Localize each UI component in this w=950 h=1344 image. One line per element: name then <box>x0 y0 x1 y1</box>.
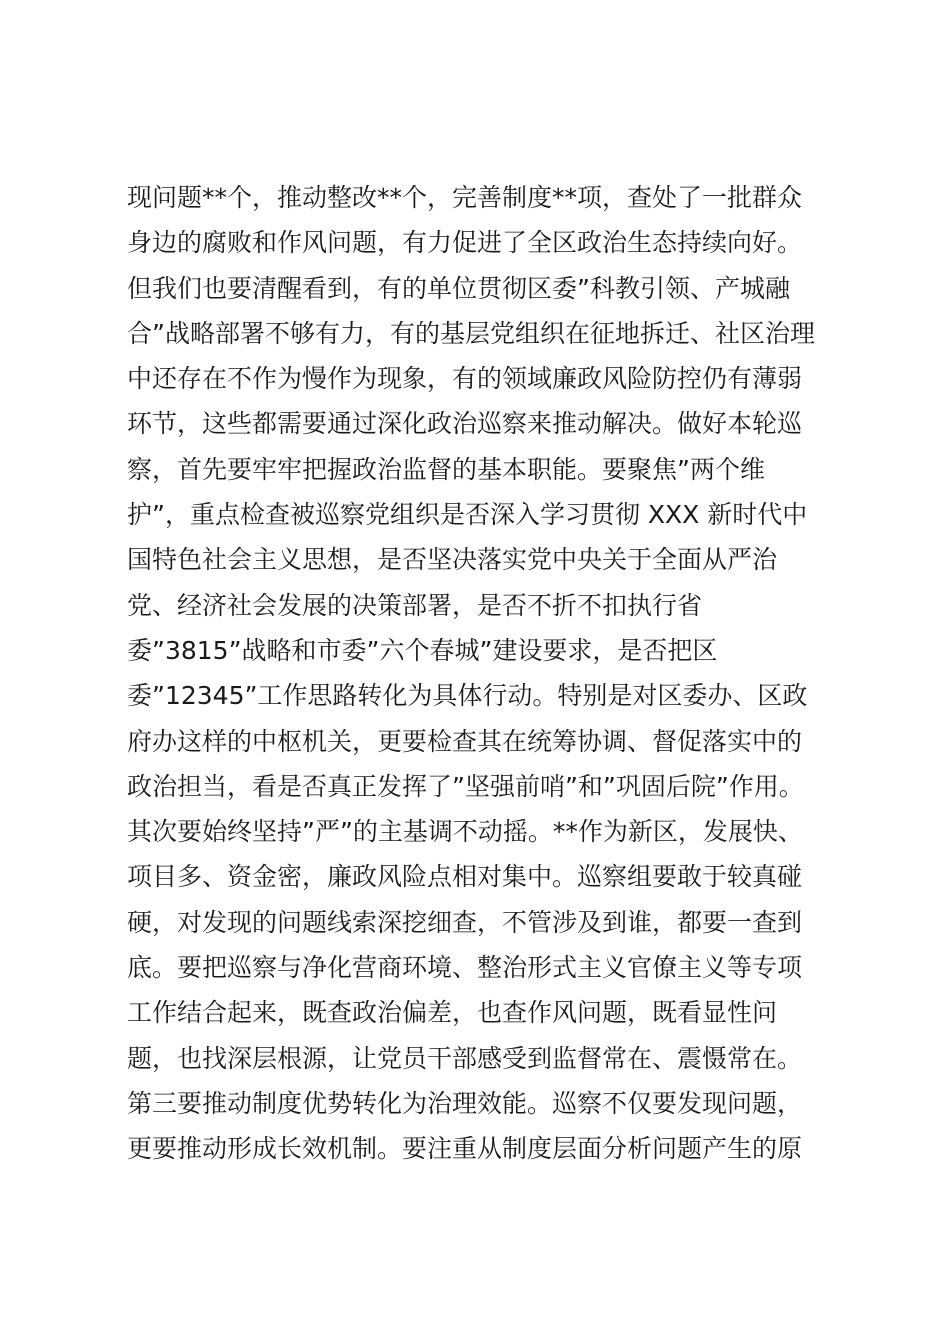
text-line: 党、经济社会发展的决策部署，是否不折不扣执行省 <box>127 590 703 620</box>
body-text <box>127 175 847 1172</box>
text-line: 底。要把巡察与净化营商环境、整治形式主义官僚主义等专项 <box>127 953 803 983</box>
text-line: 第三要推动制度优势转化为治理效能。巡察不仅要发现问题， <box>127 1088 803 1118</box>
text-line: 工作结合起来，既查政治偏差，也查作风问题，既看显性问 <box>127 998 778 1028</box>
text-line: 更要推动形成长效机制。要注重从制度层面分析问题产生的原 <box>127 1134 803 1164</box>
text-line: 府办这样的中枢机关，更要检查其在统筹协调、督促落实中的 <box>127 726 803 756</box>
text-line: 合”战略部署不够有力，有的基层党组织在征地拆迁、社区治理 <box>127 318 815 348</box>
text-line: 硬，对发现的问题线索深挖细查，不管涉及到谁，都要一查到 <box>127 907 803 937</box>
text-line: 其次要始终坚持”严”的主基调不动摇。**作为新区，发展快、 <box>127 817 803 847</box>
text-line: 题，也找深层根源，让党员干部感受到监督常在、震慑常在。 <box>127 1043 803 1073</box>
text-line: 身边的腐败和作风问题，有力促进了全区政治生态持续向好。 <box>127 228 803 258</box>
text-line: 项目多、资金密，廉政风险点相对集中。巡察组要敢于较真碰 <box>127 862 803 892</box>
text-line: 察，首先要牢牢把握政治监督的基本职能。要聚焦”两个维 <box>127 454 765 484</box>
text-line: 国特色社会主义思想，是否坚决落实党中央关于全面从严治 <box>127 545 778 575</box>
text-line: 现问题**个，推动整改**个，完善制度**项，查处了一批群众 <box>127 183 803 212</box>
text-line: 委”3815”战略和市委”六个春城”建设要求，是否把区 <box>127 635 718 665</box>
text-line: 中还存在不作为慢作为现象，有的领域廉政风险防控仍有薄弱 <box>127 364 803 394</box>
text-line: 但我们也要清醒看到，有的单位贯彻区委”科教引领、产城融 <box>127 273 790 303</box>
text-line: 委”12345”工作思路转化为具体行动。特别是对区委办、区政 <box>127 681 808 711</box>
text-line: 护”，重点检查被巡察党组织是否深入学习贯彻 XXX 新时代中 <box>127 500 808 530</box>
text-line: 环节，这些都需要通过深化政治巡察来推动解决。做好本轮巡 <box>127 409 803 439</box>
text-line: 政治担当，看是否真正发挥了”坚强前哨”和”巩固后院”作用。 <box>127 771 804 801</box>
